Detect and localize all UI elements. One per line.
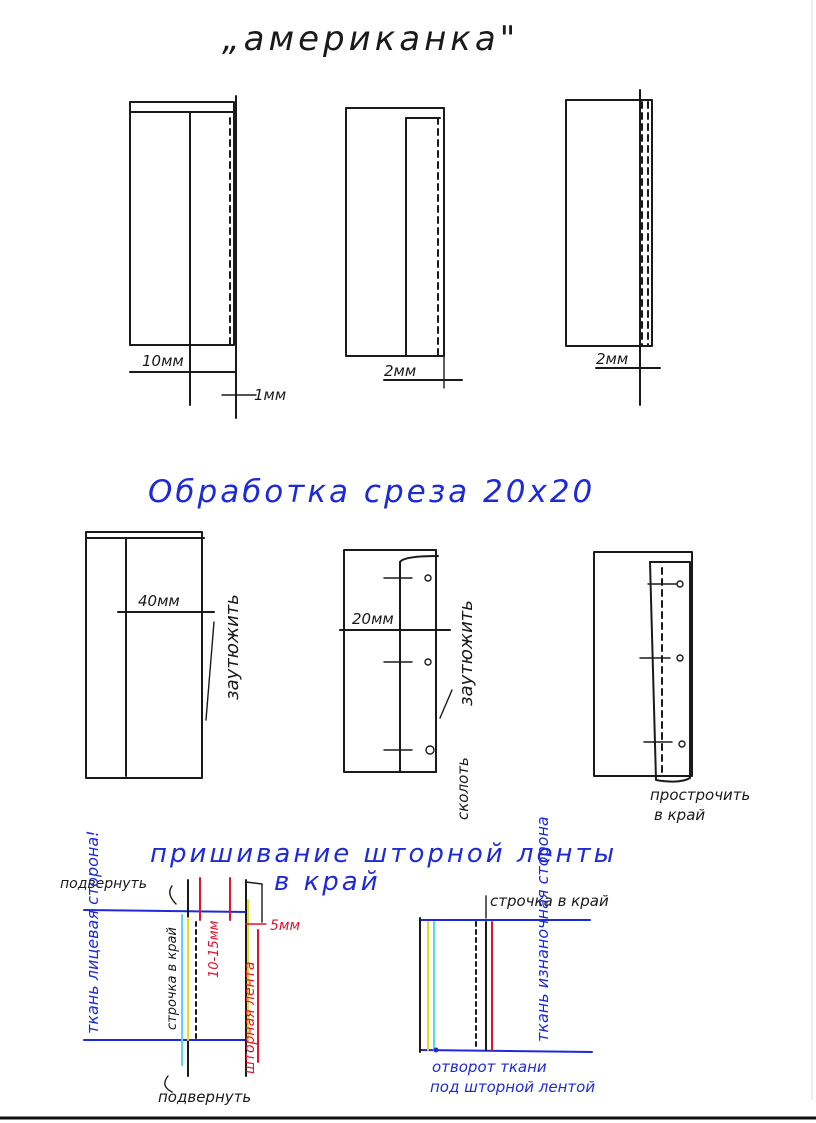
panel-outline — [346, 108, 444, 356]
panel-outline — [130, 102, 234, 345]
stitch-edge-label: строчка в край — [165, 927, 180, 1030]
fabric-face-label: ткань лицевая сторона! — [83, 830, 102, 1034]
leader-line — [206, 622, 214, 720]
tape-title-line1: пришивание шторной ленты — [150, 839, 618, 869]
stitch-note-line1: прострочить — [650, 786, 751, 804]
edge-figure-2 — [340, 550, 477, 820]
turn-label-line2: под шторной лентой — [430, 1078, 596, 1096]
americanka-figure-3 — [566, 90, 660, 405]
pin-head-3 — [426, 746, 434, 754]
leader-line — [440, 690, 452, 718]
dim-10mm-label: 10мм — [142, 352, 184, 370]
fold-arrow-top — [170, 886, 176, 904]
americanka-figure-2 — [346, 108, 462, 388]
pin-note: сколоть — [454, 757, 472, 820]
pin-head-2 — [425, 659, 431, 665]
iron-note: заутюжить — [456, 600, 477, 706]
americanka-figure-1 — [130, 96, 286, 418]
panel-outline — [344, 550, 436, 772]
tape-title-line2: в край — [274, 867, 381, 897]
turn-label-line1: отворот ткани — [432, 1058, 547, 1076]
dim-2mm-label: 2мм — [596, 350, 629, 368]
fold-label-bottom: подвернуть — [158, 1088, 252, 1106]
stitch-edge-label: строчка в край — [490, 892, 609, 910]
stitch-note-line2: в край — [654, 806, 706, 824]
dim-10-15-label: 10-15мм — [207, 920, 222, 978]
edge-figure-1 — [86, 532, 243, 778]
americanka-title: „американка" — [222, 19, 520, 59]
edge-title: Обработка среза 20х20 — [148, 474, 596, 510]
panel-outline — [86, 532, 202, 778]
fabric-bottom-edge — [420, 1050, 592, 1052]
iron-note: заутюжить — [222, 594, 243, 700]
edge-figure-3 — [594, 552, 750, 824]
pointer-dot — [434, 1048, 439, 1053]
fold-label-top: подвернуть — [60, 876, 147, 892]
dim-1mm-label: 1мм — [254, 386, 287, 404]
fabric-back-label: ткань изнаночная сторона — [533, 816, 552, 1042]
fabric-top-edge — [84, 910, 248, 912]
fold-line — [650, 562, 690, 782]
tape-label: шторная лента — [242, 961, 258, 1074]
pin-head-3 — [679, 741, 685, 747]
dim-20mm-label: 20мм — [352, 610, 394, 628]
dim-40mm-label: 40мм — [138, 592, 180, 610]
dim-2mm-label: 2мм — [384, 362, 417, 380]
dim-5mm-label: 5мм — [270, 918, 301, 934]
pin-head-1 — [425, 575, 431, 581]
pin-head-1 — [677, 581, 683, 587]
fold-line — [400, 556, 438, 772]
tape-figure-left — [60, 830, 300, 1106]
pin-head-2 — [677, 655, 683, 661]
